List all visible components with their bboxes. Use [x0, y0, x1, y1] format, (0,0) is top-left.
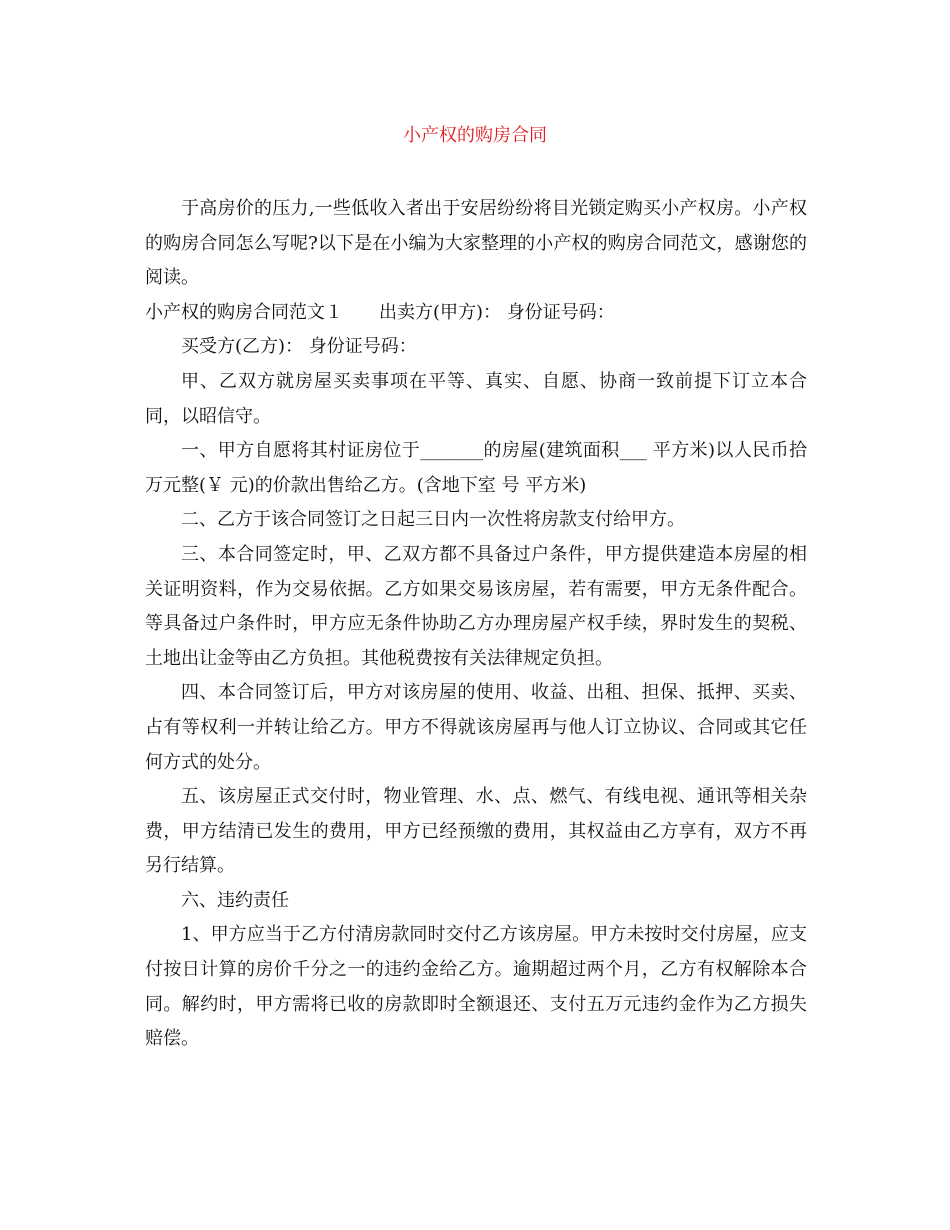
clause-6-1: 1、甲方应当于乙方付清房款同时交付乙方该房屋。甲方未按时交付房屋，应支付按日计算的房价千分之一的违约金给乙方。逾期超过两个月，乙方有权解除本合同。解约时，甲方需将已收的房款即时全额退还、支付五万元违约金作为乙方损失赔偿。 [145, 924, 807, 1050]
document-body [145, 192, 807, 1057]
clause-2: 二、乙方于该合同签订之日起三日内一次性将房款支付给甲方。 [181, 509, 685, 531]
clause-1: 一、甲方自愿将其村证房位于_______的房屋(建筑面积___ 平方米)以人民币拾 万元整(￥ 元)的价款出售给乙方。(含地下室 号 平方米) [145, 440, 807, 496]
sample-heading: 小产权的购房合同范文１ [145, 301, 343, 323]
intro-paragraph: 于高房价的压力,一些低收入者出于安居纷纷将目光锁定购买小产权房。小产权的购房合同怎么写呢?以下是在小编为大家整理的小产权的购房合同范文，感谢您的阅读。 [145, 198, 807, 289]
seller-line: 出卖方(甲方)： 身份证号码： [379, 301, 615, 323]
clause-3: 三、本合同签定时，甲、乙双方都不具备过户条件，甲方提供建造本房屋的相关证明资料，作为交易依据。乙方如果交易该房屋，若有需要，甲方无条件配合。等具备过户条件时，甲方应无条件协助乙方办理房屋产权手续，界时发生的契税、土地出让金等由乙方负担。其他税费按有关法律规定负担。 [145, 543, 807, 669]
clause-6-heading: 六、违约责任 [181, 889, 289, 911]
document-title: 小产权的购房合同 [403, 125, 547, 146]
clause-5: 五、该房屋正式交付时，物业管理、水、点、燃气、有线电视、通讯等相关杂费，甲方结清已发生的费用，甲方已经预缴的费用，其权益由乙方享有，双方不再另行结算。 [145, 786, 807, 877]
clause-4: 四、本合同签订后，甲方对该房屋的使用、收益、出租、担保、抵押、买卖、占有等权利一并转让给乙方。甲方不得就该房屋再与他人订立协议、合同或其它任何方式的处分。 [145, 682, 807, 773]
sample-heading-line [145, 296, 807, 331]
buyer-line: 买受方(乙方)： 身份证号码： [181, 336, 417, 358]
preamble-paragraph: 甲、乙双方就房屋买卖事项在平等、真实、自愿、协商一致前提下订立本合同，以昭信守。 [145, 370, 807, 427]
